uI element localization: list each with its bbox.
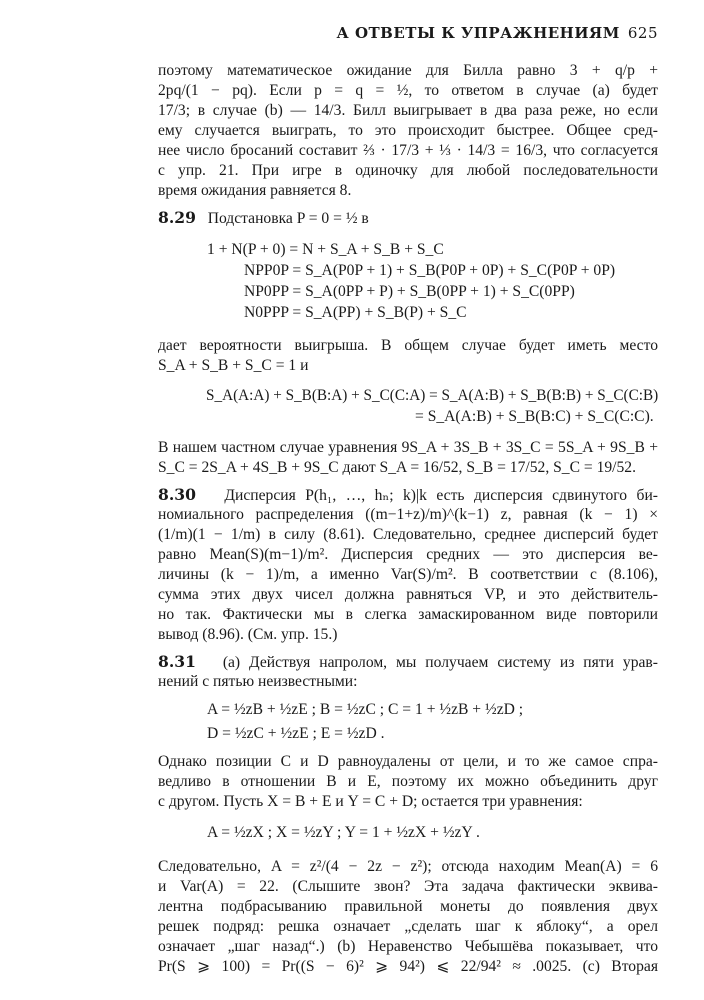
exercise-8-31-final xyxy=(158,857,658,977)
text-line: личины (k − 1)/m, а именно Var(S)/m². В соответствии с (8.106), xyxy=(158,566,658,583)
header-title: А ОТВЕТЫ К УПРАЖНЕНИЯМ xyxy=(336,24,620,42)
text-line: сумма этих двух чисел должна равняться VP, и это действитель- xyxy=(158,586,658,603)
intro-paragraph xyxy=(158,61,658,201)
equation-system-8-31-three: A = ½zX ; X = ½zY ; Y = 1 + ½zX + ½zY . xyxy=(207,824,480,841)
text-line: поэтому математическое ожидание для Билла равно 3 + q/p + xyxy=(158,62,658,79)
text-line: Следовательно, A = z²/(4 − 2z − z²); отсюда находим Mean(A) = 6 xyxy=(158,858,658,875)
text-line: Pr(S ⩾ 100) = Pr((S − 6)² ⩾ 94²) ⩽ 22/94² ≈ .0025. (c) Вторая xyxy=(158,958,658,975)
equation-row: D = ½zC + ½zE ; E = ½zD . xyxy=(207,725,385,742)
equation-system-8-29 xyxy=(207,240,615,324)
page-number: 625 xyxy=(627,24,658,42)
text-line: с упр. 21. При игре в одиночку для любой последовательности xyxy=(158,162,658,179)
text-line: нее число бросаний составит ⅔ · 17/3 + ⅓ · 14/3 = 16/3, что согласуется xyxy=(158,142,658,159)
exercise-8-29-lead xyxy=(158,208,658,228)
exercise-number: 8.29 xyxy=(158,208,196,227)
exercise-8-29-after xyxy=(158,336,658,376)
text-line: с другом. Пусть X = B + E и Y = C + D; остается три уравнения: xyxy=(158,793,583,810)
text-line: но так. Фактически мы в слегка замаскированном виде повторили xyxy=(158,606,658,623)
text-line: 2pq/(1 − pq). Если p = q = ½, то ответом в случае (a) будет xyxy=(158,82,658,99)
text-line: S_A + S_B + S_C = 1 и xyxy=(158,357,309,374)
text-line: вывод (8.96). (См. упр. 15.) xyxy=(158,626,338,643)
text-line: лентна подбрасыванию правильной монеты до появления двух xyxy=(158,898,658,915)
exercise-8-31-lead xyxy=(158,652,658,692)
text-line: Подстановка P = 0 = ½ в xyxy=(207,210,369,227)
exercise-8-29-final xyxy=(158,438,658,478)
exercise-number: 8.30 xyxy=(158,485,196,504)
equation-row: A = ½zB + ½zE ; B = ½zC ; C = 1 + ½zB + ½zD ; xyxy=(207,701,524,718)
text-line: ему случается выиграть, то это происходит быстрее. Общее сред- xyxy=(158,122,658,139)
equation-row: 1 + N(P + 0) = N + S_A + S_B + S_C xyxy=(207,241,444,258)
equation-row: NP0PP = S_A(0PP + P) + S_B(0PP + 1) + S_C(0PP) xyxy=(244,283,575,300)
text-line: (a) Действуя напролом, мы получаем систему из пяти урав- xyxy=(222,654,658,671)
text-line: В нашем частном случае уравнения 9S_A + 3S_B + 3S_C = 5S_A + 9S_B + xyxy=(158,439,658,456)
text-line: дает вероятности выигрыша. В общем случае будет иметь место xyxy=(158,337,658,354)
text-line: Однако позиции C и D равноудалены от цели, и то же самое спра- xyxy=(158,753,658,770)
running-header xyxy=(158,24,658,42)
text-line: равно Mean(S)(m−1)/m². Дисперсия средних — это дисперсия ве- xyxy=(158,546,658,563)
equation-system-8-31-five xyxy=(207,700,523,745)
text-line: время ожидания равняется 8. xyxy=(158,182,352,199)
text-line: 17/3; в случае (b) — 14/3. Билл выигрывает в два раза реже, но если xyxy=(158,102,658,119)
equation-8-29-general-line1: S_A(A:A) + S_B(B:A) + S_C(C:A) = S_A(A:B) + S_B(B:B) + S_C(C:B) xyxy=(206,387,659,404)
exercise-8-31-middle xyxy=(158,752,658,812)
exercise-8-30 xyxy=(158,485,658,645)
text-line: номиального распределения ((m−1+z)/m)^(k−1) z, равная (k − 1) × xyxy=(158,506,658,523)
text-line: нений с пятью неизвестными: xyxy=(158,673,358,690)
exercise-number: 8.31 xyxy=(158,652,196,671)
text-line: (1/m)(1 − 1/m) в силу (8.61). Следовательно, среднее дисперсий будет xyxy=(158,526,658,543)
text-line: ведливо в отношении B и E, поэтому их можно объединить друг xyxy=(158,773,658,790)
equation-row: NPP0P = S_A(P0P + 1) + S_B(P0P + 0P) + S_C(P0P + 0P) xyxy=(244,262,616,279)
equation-8-29-general-line2: = S_A(A:B) + S_B(B:C) + S_C(C:C). xyxy=(415,408,654,425)
text-line: S_C = 2S_A + 4S_B + 9S_C дают S_A = 16/52, S_B = 17/52, S_C = 19/52. xyxy=(158,459,636,476)
equation-row: N0PPP = S_A(PP) + S_B(P) + S_C xyxy=(244,304,467,321)
text-line: и Var(A) = 22. (Слышите звон? Эта задача фактически эквива- xyxy=(158,878,658,895)
text-line: означает „шаг назад“.) (b) Неравенство Чебышёва показывает, что xyxy=(158,938,658,955)
text-line: Дисперсия P(h₁, …, hₙ; k)|k есть дисперсия сдвинутого би- xyxy=(224,487,658,504)
text-line: решек подряд: решка означает „сделать шаг к яблоку“, а орел xyxy=(158,918,658,935)
